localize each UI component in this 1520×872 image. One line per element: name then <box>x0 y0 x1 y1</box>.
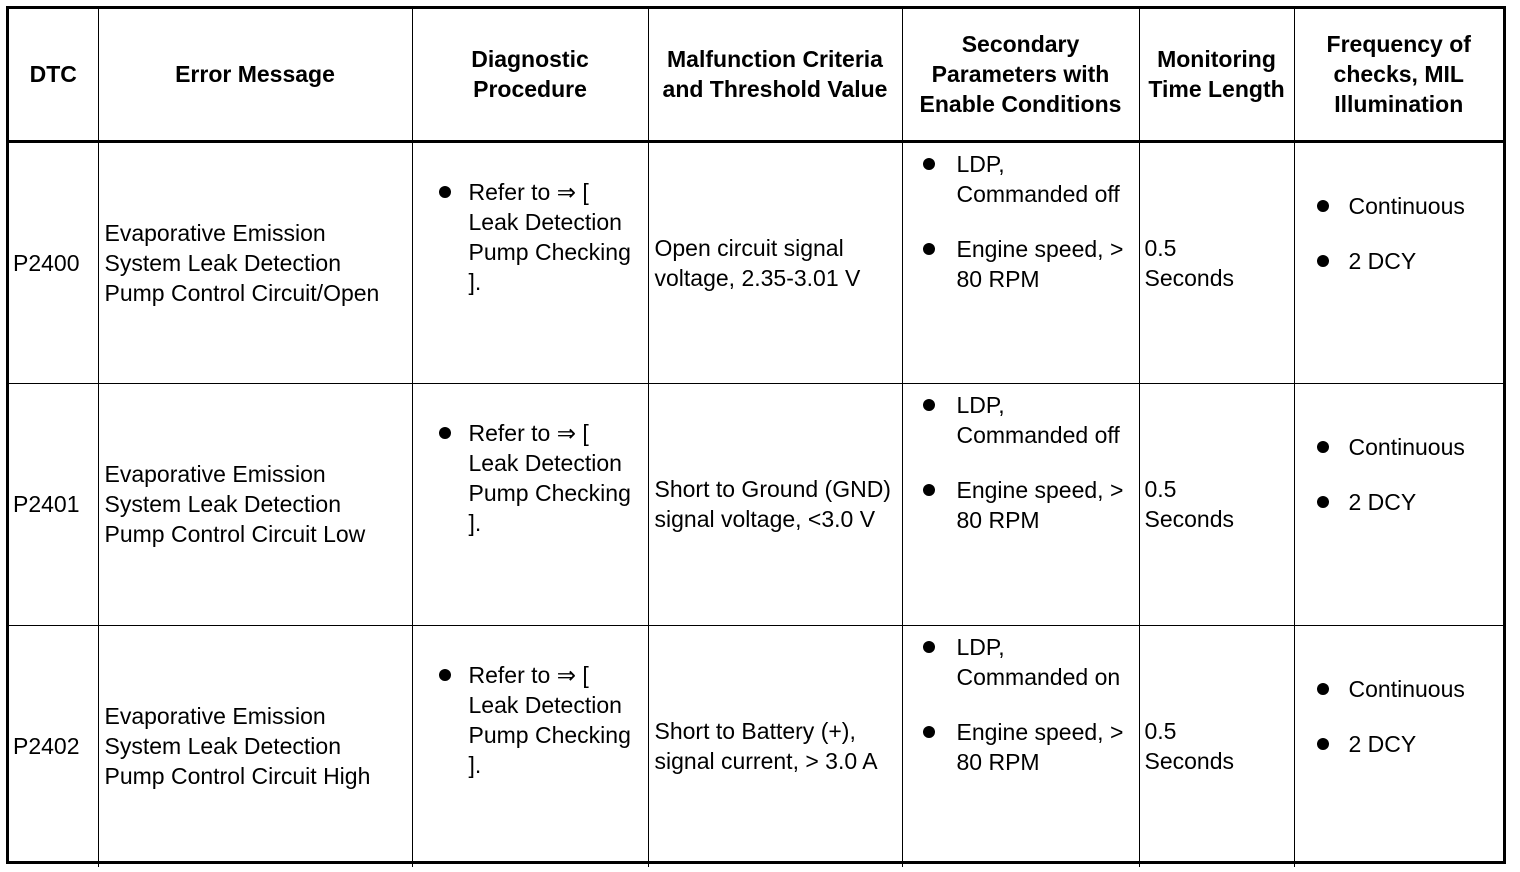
procedure-text[interactable]: Refer to ⇒ [ Leak Detection Pump Checking ]. <box>468 178 631 295</box>
malfunction-criteria: Open circuit signal voltage, 2.35-3.01 V <box>648 141 902 383</box>
frequency-text: Continuous <box>1348 192 1465 219</box>
secondary-item <box>903 390 1135 450</box>
bullet-icon <box>439 427 451 439</box>
frequency-text: Continuous <box>1348 433 1465 460</box>
frequency-mil <box>1294 383 1503 625</box>
bullet-icon <box>439 186 451 198</box>
bullet-icon <box>1317 200 1329 212</box>
header-frequency-mil: Frequency of checks, MIL Illumination <box>1294 9 1503 141</box>
bullet-icon <box>923 726 935 738</box>
frequency-mil <box>1294 141 1503 383</box>
procedure-text[interactable]: Refer to ⇒ [ Leak Detection Pump Checking ]. <box>468 661 631 778</box>
header-dtc: DTC <box>9 9 98 141</box>
bullet-icon <box>923 641 935 653</box>
header-error-message: Error Message <box>98 9 412 141</box>
procedure-item <box>419 177 644 297</box>
table-row <box>9 625 1503 867</box>
dtc-code: P2400 <box>9 141 98 383</box>
frequency-mil <box>1294 625 1503 867</box>
frequency-item <box>1295 487 1498 517</box>
header-malfunction-criteria: Malfunction Criteria and Threshold Value <box>648 9 902 141</box>
frequency-text: 2 DCY <box>1348 247 1417 274</box>
secondary-item <box>903 234 1135 294</box>
secondary-text: LDP, Commanded off <box>956 150 1120 207</box>
secondary-item <box>903 149 1135 209</box>
secondary-parameters <box>902 625 1139 867</box>
error-message: Evaporative Emission System Leak Detection Pump Control Circuit Low <box>98 383 412 625</box>
table-row <box>9 141 1503 383</box>
bullet-icon <box>923 158 935 170</box>
bullet-icon <box>1317 683 1329 695</box>
secondary-item <box>903 717 1135 777</box>
frequency-item <box>1295 246 1498 276</box>
secondary-item <box>903 632 1135 692</box>
error-message: Evaporative Emission System Leak Detection Pump Control Circuit High <box>98 625 412 867</box>
malfunction-criteria: Short to Battery (+), signal current, > 3.0 A <box>648 625 902 867</box>
header-secondary-parameters: Secondary Parameters with Enable Conditions <box>902 9 1139 141</box>
secondary-item <box>903 475 1135 535</box>
header-monitoring-time: Monitoring Time Length <box>1139 9 1294 141</box>
monitoring-time: 0.5 Seconds <box>1139 141 1294 383</box>
frequency-item <box>1295 729 1498 759</box>
monitoring-time: 0.5 Seconds <box>1139 625 1294 867</box>
dtc-code: P2402 <box>9 625 98 867</box>
procedure-text[interactable]: Refer to ⇒ [ Leak Detection Pump Checking ]. <box>468 419 631 536</box>
bullet-icon <box>923 399 935 411</box>
frequency-item <box>1295 432 1498 462</box>
bullet-icon <box>1317 496 1329 508</box>
bullet-icon <box>923 243 935 255</box>
bullet-icon <box>923 484 935 496</box>
error-message: Evaporative Emission System Leak Detection Pump Control Circuit/Open <box>98 141 412 383</box>
secondary-text: Engine speed, > 80 RPM <box>956 476 1124 533</box>
procedure-item <box>419 418 644 538</box>
secondary-text: Engine speed, > 80 RPM <box>956 235 1124 292</box>
bullet-icon <box>439 669 451 681</box>
dtc-code: P2401 <box>9 383 98 625</box>
bullet-icon <box>1317 738 1329 750</box>
bullet-icon <box>1317 441 1329 453</box>
frequency-text: Continuous <box>1348 675 1465 702</box>
monitoring-time: 0.5 Seconds <box>1139 383 1294 625</box>
frequency-item <box>1295 674 1498 704</box>
secondary-parameters <box>902 141 1139 383</box>
frequency-item <box>1295 191 1498 221</box>
dtc-table-frame <box>6 6 1506 864</box>
procedure-item <box>419 660 644 780</box>
frequency-text: 2 DCY <box>1348 730 1417 757</box>
header-diagnostic-procedure: Diagnostic Procedure <box>412 9 648 141</box>
malfunction-criteria: Short to Ground (GND) signal voltage, <3.0 V <box>648 383 902 625</box>
secondary-parameters <box>902 383 1139 625</box>
diagnostic-procedure <box>412 141 648 383</box>
diagnostic-procedure <box>412 383 648 625</box>
secondary-text: Engine speed, > 80 RPM <box>956 718 1124 775</box>
header-row <box>9 9 1503 141</box>
frequency-text: 2 DCY <box>1348 488 1417 515</box>
secondary-text: LDP, Commanded off <box>956 391 1120 448</box>
table-row <box>9 383 1503 625</box>
bullet-icon <box>1317 255 1329 267</box>
diagnostic-procedure <box>412 625 648 867</box>
dtc-table <box>9 9 1503 867</box>
secondary-text: LDP, Commanded on <box>956 633 1121 690</box>
